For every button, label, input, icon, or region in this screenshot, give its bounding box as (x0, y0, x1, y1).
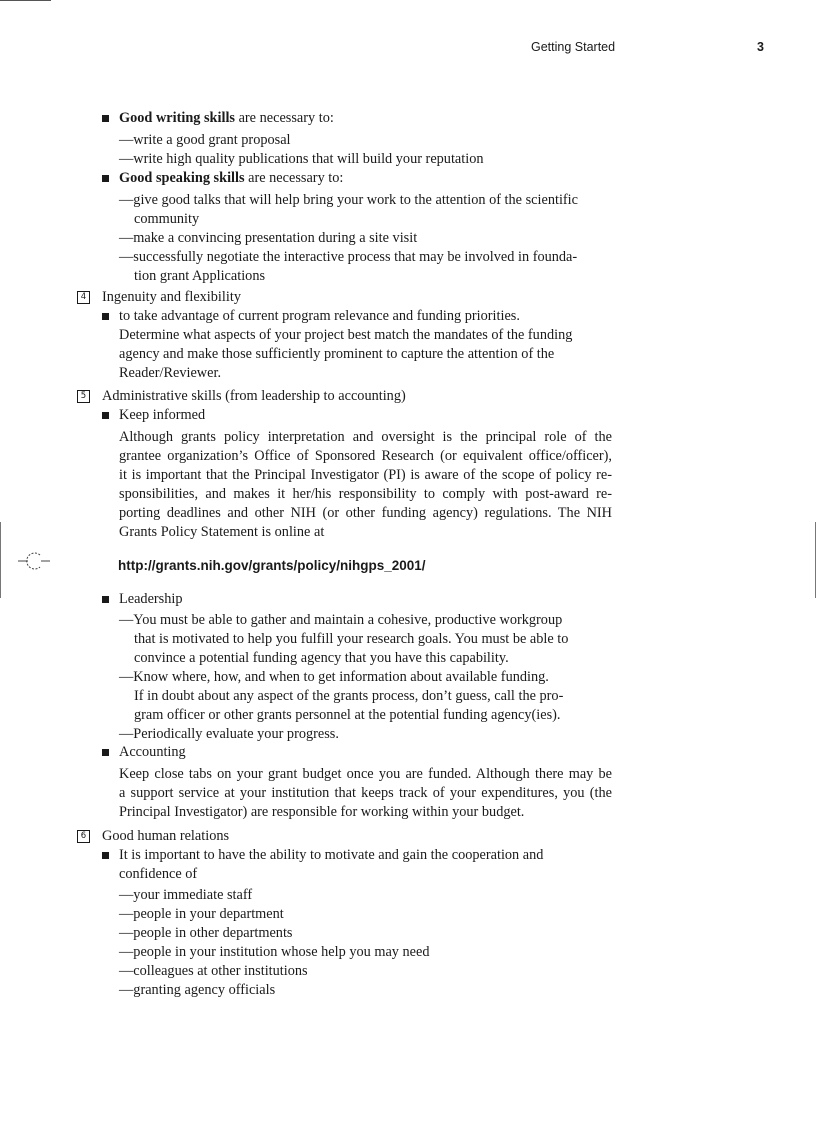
section4-text-line: Determine what aspects of your project best match the mandates of the funding (119, 327, 573, 343)
list-item: —give good talks that will help bring your work to the attention of the scientific (119, 192, 578, 208)
list-item-continuation: convince a potential funding agency that you have this capability. (134, 650, 509, 666)
section4-text-line: Reader/Reviewer. (119, 365, 222, 381)
page-number: 3 (757, 40, 764, 54)
section-heading: Administrative skills (from leadership to accounting) (102, 388, 406, 404)
paragraph-line: sponsibilities, and makes it her/his responsibility to comply with post-award re- (119, 486, 612, 502)
list-item: —your immediate staff (119, 887, 253, 903)
section-number-box: 4 (77, 291, 90, 304)
paragraph-line: Keep close tabs on your grant budget once you are funded. Although there may be (119, 766, 612, 782)
section-heading: Good human relations (102, 828, 230, 844)
list-item-continuation: If in doubt about any aspect of the grants process, don’t guess, call the pro- (134, 688, 564, 704)
list-item: —colleagues at other institutions (119, 963, 308, 979)
paragraph-line: it is important that the Principal Investigator (PI) is aware of the scope of policy re- (119, 467, 612, 483)
section4-text-line: to take advantage of current program relevance and funding priorities. (119, 308, 520, 324)
list-item: —successfully negotiate the interactive process that may be involved in founda- (119, 249, 578, 265)
list-item-continuation: that is motivated to help you fulfill your research goals. You must be able to (134, 631, 569, 647)
list-item: —people in your department (119, 906, 284, 922)
running-header-title: Getting Started (531, 40, 616, 54)
bullet-icon (102, 115, 109, 122)
crop-mark-top (0, 0, 51, 1)
list-item-continuation: tion grant Applications (134, 268, 266, 284)
policy-url-link[interactable]: http://grants.nih.gov/grants/policy/nihgps_2001/ (118, 558, 426, 573)
list-item: —Know where, how, and when to get information about available funding. (119, 669, 549, 685)
list-item: —people in your institution whose help you may need (119, 944, 430, 960)
section-number-box: 6 (77, 830, 90, 843)
list-item: —write a good grant proposal (119, 132, 291, 148)
list-item: —You must be able to gather and maintain a cohesive, productive workgroup (119, 612, 563, 628)
section-heading: Ingenuity and flexibility (102, 289, 241, 305)
paragraph-line: Grants Policy Statement is online at (119, 524, 325, 540)
bullet-icon (102, 412, 109, 419)
speaking-skills-item: Good speaking skills are necessary to: (119, 170, 344, 186)
bullet-icon (102, 313, 109, 320)
section4-text-line: agency and make those sufficiently prominent to capture the attention of the (119, 346, 555, 362)
list-item-continuation: gram officer or other grants personnel at the potential funding agency(ies). (134, 707, 561, 723)
paragraph-line: a support service at your institution that keeps track of your expenditures, you (the (119, 785, 612, 801)
paragraph-line: Principal Investigator) are responsible for working within your budget. (119, 804, 525, 820)
writing-skills-item: Good writing skills are necessary to: (119, 110, 334, 126)
bullet-icon (102, 852, 109, 859)
list-item: —granting agency officials (119, 982, 276, 998)
section6-intro-line: It is important to have the ability to motivate and gain the cooperation and (119, 847, 544, 863)
subsection-label: Keep informed (119, 407, 206, 423)
list-item: —write high quality publications that will build your reputation (119, 151, 484, 167)
list-item: —make a convincing presentation during a site visit (119, 230, 418, 246)
subsection-label: Leadership (119, 591, 183, 607)
bullet-icon (102, 175, 109, 182)
list-item: —Periodically evaluate your progress. (119, 726, 339, 742)
section-number-box: 5 (77, 390, 90, 403)
bullet-icon (102, 749, 109, 756)
paragraph-line: Although grants policy interpretation and oversight is the principal role of the (119, 429, 612, 445)
paragraph-line: grantee organization’s Office of Sponsored Research (or equivalent office/officer), (119, 448, 612, 464)
registration-mark-icon (18, 549, 50, 573)
subsection-label: Accounting (119, 744, 186, 760)
list-item: —people in other departments (119, 925, 293, 941)
paragraph-line: porting deadlines and other NIH (or other funding agency) regulations. The NIH (119, 505, 612, 521)
list-item-continuation: community (134, 211, 200, 227)
bullet-icon (102, 596, 109, 603)
margin-rule-left (0, 522, 1, 598)
section6-intro-line: confidence of (119, 866, 198, 882)
